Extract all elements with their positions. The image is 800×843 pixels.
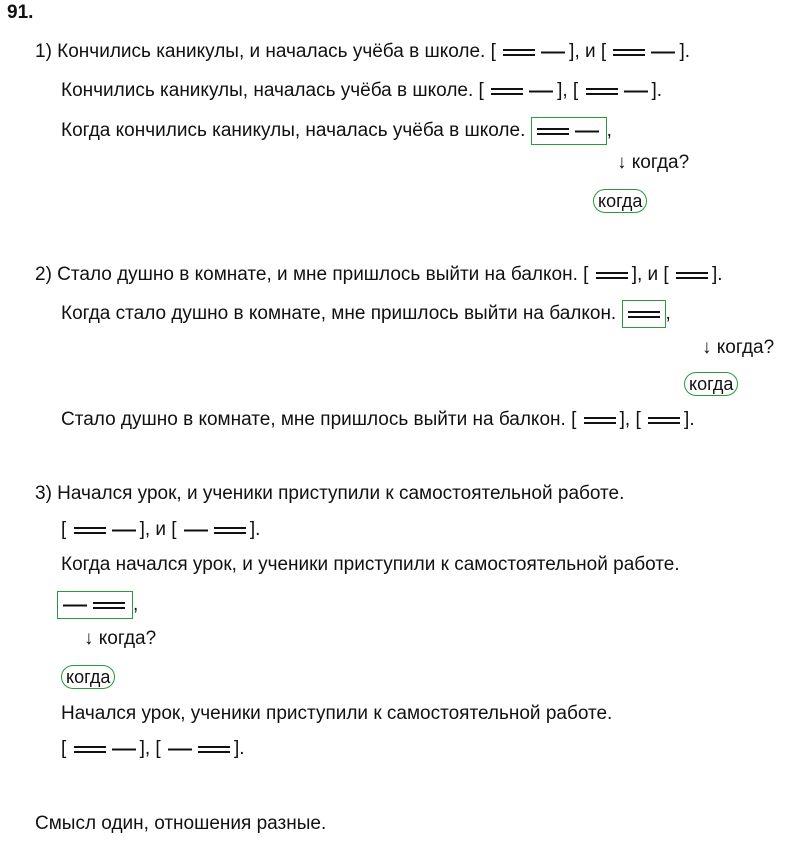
arrow-down-icon: ↓ bbox=[84, 628, 94, 649]
question-arrow-1 bbox=[617, 152, 689, 174]
sentence-2-line-1 bbox=[35, 263, 723, 287]
text: Кончились каникулы, началась учёба в школе. bbox=[61, 80, 474, 101]
text: Стало душно в комнате, мне пришлось выйти на балкон. bbox=[61, 409, 566, 430]
scheme-2c: [ ], [ ]. bbox=[571, 409, 695, 430]
question-arrow-3 bbox=[84, 628, 156, 650]
question-text: когда? bbox=[716, 337, 775, 358]
sentence-3-line-3: Начался урок, ученики приступили к самостоятельной работе. bbox=[61, 703, 613, 724]
arrow-down-icon: ↓ bbox=[617, 152, 627, 173]
scheme-2a: [ ], и [ ]. bbox=[583, 264, 723, 285]
sentence-2-line-3 bbox=[61, 408, 695, 432]
scheme-1a: [ ], и [ ]. bbox=[490, 41, 691, 62]
arrow-down-icon: ↓ bbox=[702, 337, 712, 358]
sentence-1-line-1 bbox=[35, 40, 690, 64]
conjunction-oval-2: когда bbox=[684, 372, 738, 396]
conclusion: Смысл один, отношения разные. bbox=[35, 813, 327, 834]
scheme-3c: [ ], [ ]. bbox=[61, 738, 245, 759]
scheme-1c-main-clause-box bbox=[531, 117, 607, 145]
scheme-2b-main-clause-box bbox=[622, 300, 666, 328]
text: Когда кончились каникулы, началась учёба в школе. bbox=[61, 120, 526, 142]
text: 2) Стало душно в комнате, и мне пришлось выйти на балкон. bbox=[35, 264, 578, 285]
sentence-3-line-1: 3) Начался урок, и ученики приступили к самостоятельной работе. bbox=[35, 483, 625, 504]
conjunction-oval-3: когда bbox=[61, 665, 115, 689]
text: 1) Кончились каникулы, и началась учёба в школе. bbox=[35, 41, 486, 62]
question-text: когда? bbox=[631, 152, 690, 173]
question-text: когда? bbox=[98, 628, 157, 649]
sentence-1-line-2 bbox=[61, 79, 662, 103]
sentence-1-line-3: Когда кончились каникулы, началась учёба в школе. , bbox=[61, 117, 612, 145]
sentence-3-line-2: Когда начался урок, и ученики приступили к самостоятельной работе. bbox=[61, 554, 680, 575]
scheme-3a: [ ], и [ ]. bbox=[61, 519, 261, 540]
scheme-1b: [ ], [ ]. bbox=[478, 80, 663, 101]
conjunction-oval-1: когда bbox=[593, 189, 647, 213]
exercise-number: 91. bbox=[7, 2, 34, 23]
scheme-3b-line: , bbox=[57, 591, 138, 619]
text: Когда стало душно в комнате, мне пришлось выйти на балкон. bbox=[61, 303, 617, 325]
sentence-2-line-2: Когда стало душно в комнате, мне пришлось выйти на балкон. , bbox=[61, 300, 671, 328]
scheme-3b-main-clause-box bbox=[57, 591, 133, 619]
question-arrow-2 bbox=[702, 337, 774, 359]
